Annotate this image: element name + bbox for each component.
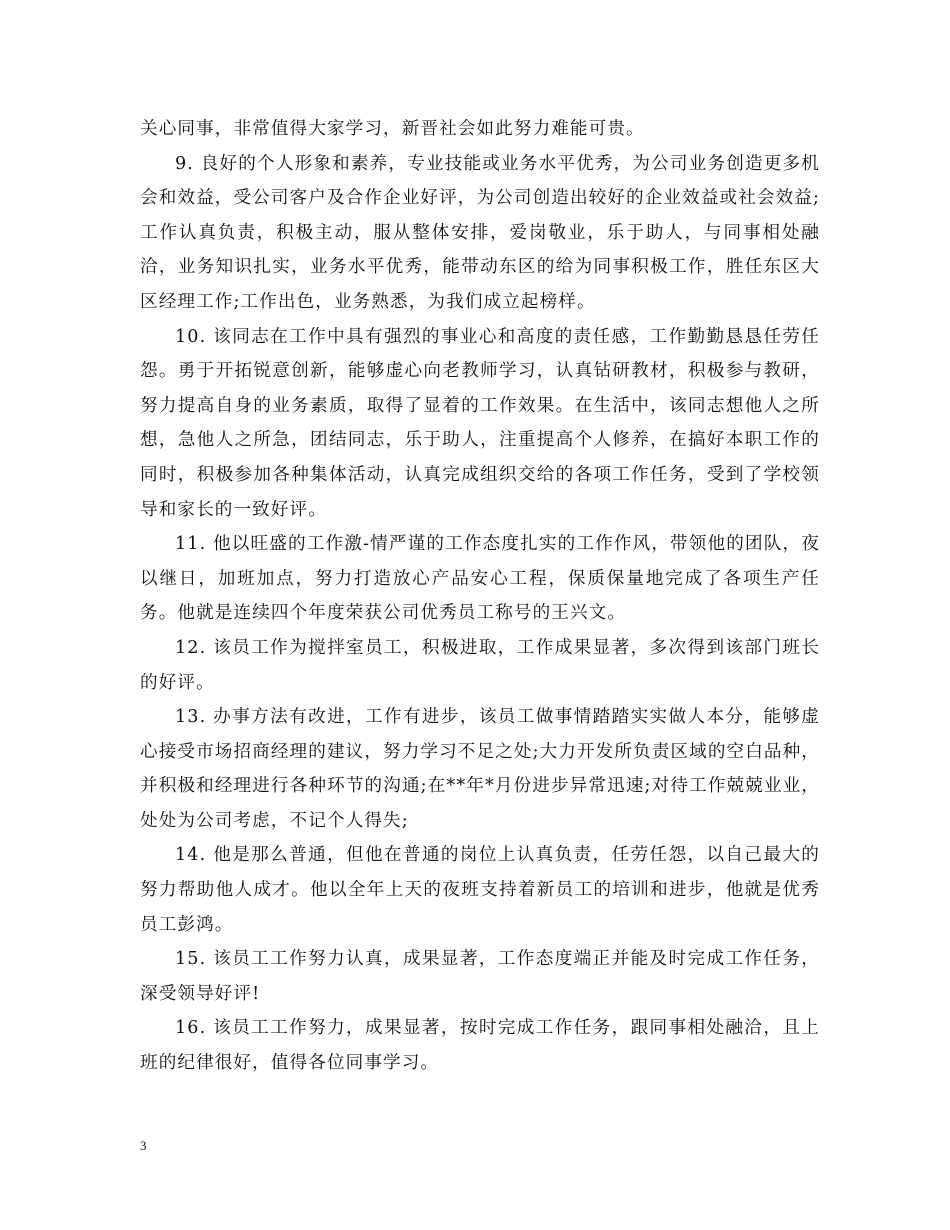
page-number: 3 (140, 1138, 147, 1153)
paragraph-continuation: 关心同事，非常值得大家学习，新晋社会如此努力难能可贵。 (140, 119, 645, 139)
paragraph-item-15: 15. 该员工工作努力认真，成果显著，工作态度端正并能及时完成工作任务，深受领导好评! (140, 949, 820, 1004)
paragraph-item-12: 12. 该员工作为搅拌室员工，积极进取，工作成果显著，多次得到该部门班长的好评。 (140, 637, 820, 693)
paragraph-item-16: 16. 该员工工作努力，成果显著，按时完成工作任务，跟同事相处融洽，且上班的纪律很好，值得各位同事学习。 (140, 1018, 820, 1074)
paragraph-item-14: 14. 他是那么普通，但他在普通的岗位上认真负责，任劳任怨，以自己最大的努力帮助他人成才。他以全年上天的夜班支持着新员工的培训和进步，他就是优秀员工彭鸿。 (140, 845, 820, 935)
document-body (140, 112, 820, 1081)
paragraph-item-9: 9. 良好的个人形象和素养，专业技能或业务水平优秀，为公司业务创造更多机会和效益，受公司客户及合作企业好评，为公司创造出较好的企业效益或社会效益;工作认真负责，积极主动，服从整体安排，爱岗敬业，乐于助人，与同事相处融洽，业务知识扎实，业务水平优秀，能带动东区的给为同事积极工作，胜任东区大区经理工作;工作出色，业务熟悉，为我们成立起榜样。 (140, 153, 821, 312)
paragraph-item-10: 10. 该同志在工作中具有强烈的事业心和高度的责任感，工作勤勤恳恳任劳任怨。勇于开拓锐意创新，能够虚心向老教师学习，认真钻研教材，积极参与教研，努力提高自身的业务素质，取得了显着的工作效果。在生活中，该同志想他人之所想，急他人之所急，团结同志，乐于助人，注重提高个人修养，在搞好本职工作的同时，积极参加各种集体活动，认真完成组织交给的各项工作任务，受到了学校领导和家长的一致好评。 (140, 326, 820, 520)
paragraph-item-13: 13. 办事方法有改进，工作有进步，该员工做事情踏踏实实做人本分，能够虚心接受市场招商经理的建议，努力学习不足之处;大力开发所负责区域的空白品种，并积极和经理进行各种环节的沟通;在**年*月份进步异常迅速;对待工作兢兢业业，处处为公司考虑，不记个人得失; (140, 707, 821, 831)
paragraph-item-11: 11. 他以旺盛的工作激-情严谨的工作态度扎实的工作作风，带领他的团队，夜以继日，加班加点，努力打造放心产品安心工程，保质保量地完成了各项生产任务。他就是连续四个年度荣获公司优秀员工称号的王兴文。 (140, 534, 820, 624)
